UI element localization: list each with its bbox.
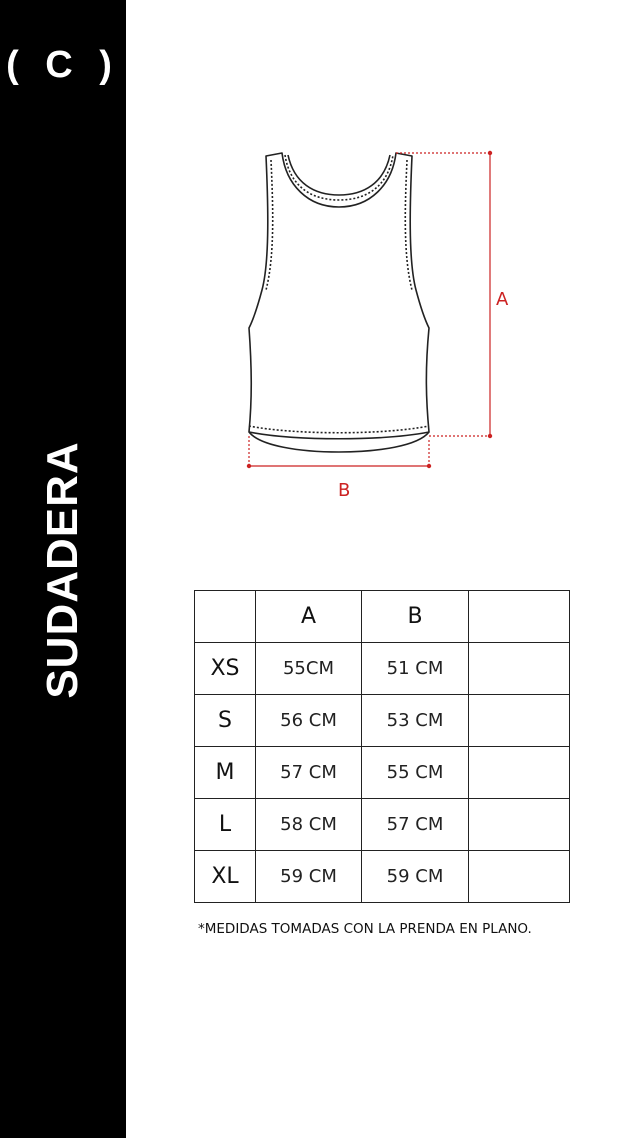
product-title: SUDADERA xyxy=(38,441,87,699)
measure-b: 55 CM xyxy=(362,747,469,799)
size-label: S xyxy=(195,695,256,747)
table-row xyxy=(195,851,570,903)
measure-b: 57 CM xyxy=(362,799,469,851)
garment-diagram xyxy=(0,0,640,520)
empty-cell xyxy=(469,643,570,695)
empty-cell xyxy=(469,695,570,747)
table-row xyxy=(195,747,570,799)
dimension-b-label: B xyxy=(338,480,351,501)
brand-logo: ( C ) xyxy=(6,44,120,86)
tank-top-drawing xyxy=(249,153,429,452)
table-header-row xyxy=(195,591,570,643)
measure-b: 59 CM xyxy=(362,851,469,903)
header-cell-empty xyxy=(469,591,570,643)
measurement-note: *MEDIDAS TOMADAS CON LA PRENDA EN PLANO. xyxy=(198,921,532,937)
empty-cell xyxy=(469,747,570,799)
dimension-a-label: A xyxy=(496,289,509,310)
size-table xyxy=(194,590,570,903)
size-label: XS xyxy=(195,643,256,695)
table-row xyxy=(195,643,570,695)
header-cell-b: B xyxy=(362,591,469,643)
empty-cell xyxy=(469,799,570,851)
empty-cell xyxy=(469,851,570,903)
measure-a: 57 CM xyxy=(256,747,362,799)
header-cell-a: A xyxy=(256,591,362,643)
measure-a: 59 CM xyxy=(256,851,362,903)
measure-a: 58 CM xyxy=(256,799,362,851)
size-label: XL xyxy=(195,851,256,903)
table-row xyxy=(195,695,570,747)
measure-b: 51 CM xyxy=(362,643,469,695)
size-label: M xyxy=(195,747,256,799)
size-label: L xyxy=(195,799,256,851)
measure-a: 55CM xyxy=(256,643,362,695)
measure-a: 56 CM xyxy=(256,695,362,747)
measure-b: 53 CM xyxy=(362,695,469,747)
table-row xyxy=(195,799,570,851)
header-cell-size xyxy=(195,591,256,643)
